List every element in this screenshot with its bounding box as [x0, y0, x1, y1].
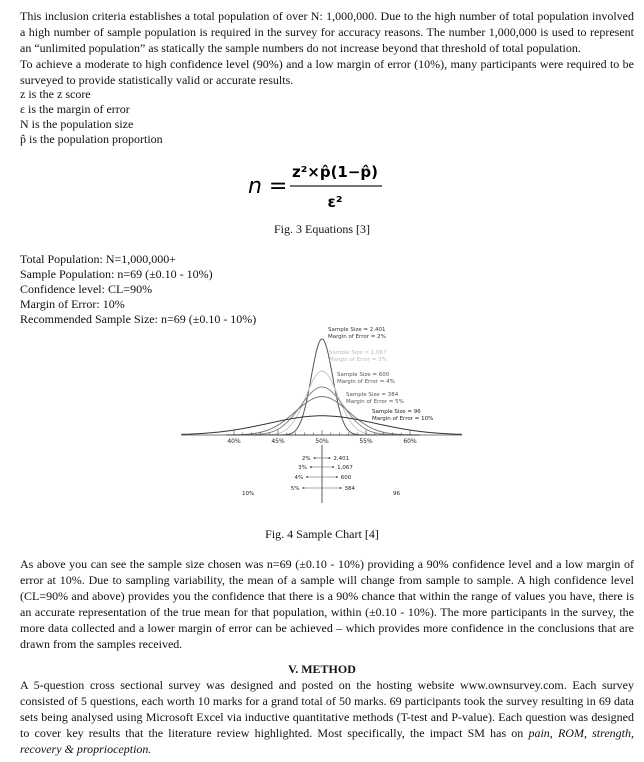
- definition-p: p̂ is the population proportion: [20, 132, 163, 146]
- stat-margin-of-error: Margin of Error: 10%: [20, 297, 125, 311]
- legend-size-label: Sample Size = 600: [337, 372, 390, 378]
- fig3-caption: Fig. 3 Equations [3]: [274, 222, 370, 236]
- range-size-label: 600: [340, 475, 352, 481]
- legend-margin-label: Margin of Error = 3%: [329, 357, 387, 363]
- stat-recommended-size: Recommended Sample Size: n=69 (±0.10 - 10%): [20, 312, 257, 326]
- definition-n: N is the population size: [20, 117, 134, 131]
- x-tick-label: 50%: [315, 438, 329, 445]
- equation-denominator: ε²: [327, 193, 343, 211]
- range-margin-label: 4%: [294, 475, 304, 481]
- method-text: A 5-question cross sectional survey was designed and posted on the hosting website www.ownsurvey.com. Each survey consisted of 5 questions, each worth 10 marks for a grand total of 50 marks. 69 participants took the survey resulting in 69 data sets being analysed using Microsoft Excel via inductive quantitative methods (T-test and P-value). Each question was designed to cover key results that the literature review highlighted. Most specifically, the impact SM has on: [20, 678, 634, 740]
- paragraph-sample-size: As above you can see the sample size chosen was n=69 (±0.10 - 10%) providing a 90% confidence level and a low margin of error at 10%. Due to sampling variability, the mean of a sample will change from sample to sample. A high confidence level (CL=90% and above) provides you the confidence that there is a 90% chance that within the range of values you have, there is an accurate representation of the true mean for that population, within (±0.10 - 10%). The more participants in the survey, the more data collected and a lower margin of error can be achieved – which provides more confidence in the conclusions that are drawn from the samples received.: [20, 557, 634, 651]
- legend-margin-label: Margin of Error = 2%: [328, 334, 386, 340]
- range-size-label: 384: [344, 486, 355, 492]
- stat-sample-population: Sample Population: n=69 (±0.10 - 10%): [20, 267, 213, 281]
- range-margin-label: 10%: [242, 491, 255, 497]
- stat-confidence-level: Confidence level: CL=90%: [20, 282, 153, 296]
- equation-lhs: n =: [248, 174, 288, 199]
- definition-z: z is the z score: [20, 87, 91, 101]
- range-size-label: 96: [393, 491, 400, 497]
- paragraph-confidence: To achieve a moderate to high confidence level (90%) and a low margin of error (10%), many participants were required to be surveyed to provide statistically valid or accurate results.: [20, 57, 634, 87]
- range-margin-label: 2%: [301, 456, 311, 462]
- range-end-dot: [328, 457, 330, 459]
- method-italic-text: pain, ROM, strength, recovery & proprioception.: [20, 726, 635, 756]
- legend-size-label: Sample Size = 384: [346, 392, 399, 398]
- range-start-dot: [310, 466, 312, 468]
- legend-size-label: Sample Size = 2,401: [328, 327, 386, 333]
- range-end-dot: [332, 466, 334, 468]
- paragraph-population: This inclusion criteria establishes a total population of over N: 1,000,000. Due to the high number of total population involved a high number of sample population is required in the survey for accuracy reasons. The number 1,000,000 is used to represent an “unlimited population” as statically the sample numbers do not increase beyond that threshold of total population.: [20, 9, 634, 55]
- x-tick-label: 40%: [227, 438, 241, 445]
- curve-2: [181, 371, 462, 435]
- fig4-caption: Fig. 4 Sample Chart [4]: [265, 527, 379, 541]
- stat-total-population: Total Population: N=1,000,000+: [20, 252, 177, 266]
- equation-numerator: z²×p̂(1−p̂): [291, 163, 379, 181]
- section-heading-method: V. METHOD: [288, 662, 356, 676]
- definition-epsilon: ε is the margin of error: [20, 102, 130, 116]
- legend-margin-label: Margin of Error = 5%: [346, 399, 404, 405]
- x-tick-label: 45%: [271, 438, 285, 445]
- legend-size-label: Sample Size = 1,067: [329, 350, 387, 356]
- range-start-dot: [306, 476, 308, 478]
- range-size-label: 1,067: [337, 465, 353, 471]
- x-tick-label: 55%: [359, 438, 373, 445]
- range-start-dot: [303, 487, 305, 489]
- range-start-dot: [314, 457, 316, 459]
- range-end-dot: [339, 487, 341, 489]
- x-tick-label: 60%: [403, 438, 417, 445]
- legend-margin-label: Margin of Error = 10%: [372, 416, 434, 422]
- range-margin-label: 5%: [290, 486, 300, 492]
- range-end-dot: [336, 476, 338, 478]
- range-size-label: 2,401: [333, 456, 350, 462]
- legend-size-label: Sample Size = 96: [372, 409, 421, 415]
- legend-margin-label: Margin of Error = 4%: [337, 379, 395, 385]
- range-margin-label: 3%: [298, 465, 307, 471]
- paragraph-method: [20, 677, 634, 757]
